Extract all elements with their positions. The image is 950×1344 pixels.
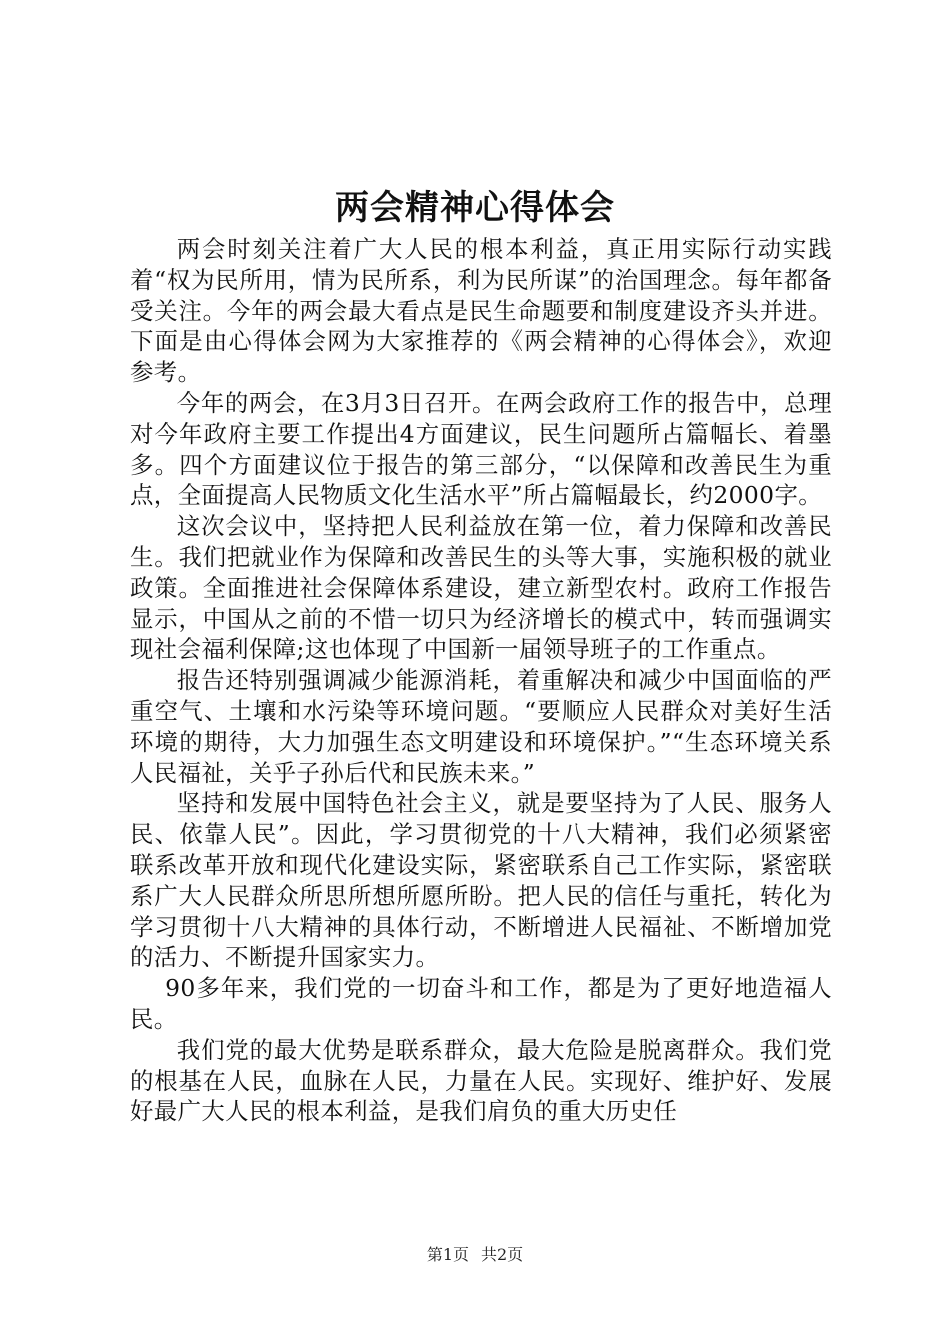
paragraph: 这次会议中，坚持把人民利益放在第一位，着力保障和改善民生。我们把就业作为保障和改善民生的头等大事，实施积极的就业政策。全面推进社会保障体系建设，建立新型农村。政府工作报告显示，中国从之前的不惜一切只为经济增长的模式中，转而强调实现社会福利保障;这也体现了中国新一届领导班子的工作重点。 — [130, 512, 832, 664]
paragraph: 报告还特别强调减少能源消耗，着重解决和减少中国面临的严重空气、土壤和水污染等环境问题。“要顺应人民群众对美好生活环境的期待，大力加强生态文明建设和环境保护。”“生态环境关系人民福祉，关乎子孙后代和民族未来。” — [130, 666, 832, 787]
paragraph: 今年的两会，在3月3日召开。在两会政府工作的报告中，总理对今年政府主要工作提出4方面建议，民生问题所占篇幅长、着墨多。四个方面建议位于报告的第三部分，“以保障和改善民生为重点，全面提高人民物质文化生活水平”所占篇幅最长，约2000字。 — [130, 388, 832, 510]
paragraph: 坚持和发展中国特色社会主义，就是要坚持为了人民、服务人民、依靠人民”。因此，学习贯彻党的十八大精神，我们必须紧密联系改革开放和现代化建设实际，紧密联系自己工作实际，紧密联系广大人民群众所思所想所愿所盼。把人民的信任与重托，转化为学习贯彻十八大精神的具体行动，不断增进人民福祉、不断增加党的活力、不断提升国家实力。 — [130, 789, 832, 972]
paragraph: 我们党的最大优势是联系群众，最大危险是脱离群众。我们党的根基在人民，血脉在人民，力量在人民。实现好、维护好、发展好最广大人民的根本利益，是我们肩负的重大历史任 — [130, 1035, 832, 1126]
paragraph: 90多年来，我们党的一切奋斗和工作，都是为了更好地造福人民。 — [130, 974, 832, 1033]
document-body — [130, 234, 832, 1127]
document-title: 两会精神心得体会 — [335, 188, 615, 228]
page-footer — [0, 1244, 950, 1266]
page-number: 第1页 — [426, 1245, 469, 1264]
paragraph: 两会时刻关注着广大人民的根本利益，真正用实际行动实践着“权为民所用，情为民所系，利为民所谋”的治国理念。每年都备受关注。今年的两会最大看点是民生命题要和制度建设齐头并进。下面是由心得体会网为大家推荐的《两会精神的心得体会》，欢迎参考。 — [130, 235, 832, 387]
page-total: 共2页 — [481, 1245, 524, 1264]
